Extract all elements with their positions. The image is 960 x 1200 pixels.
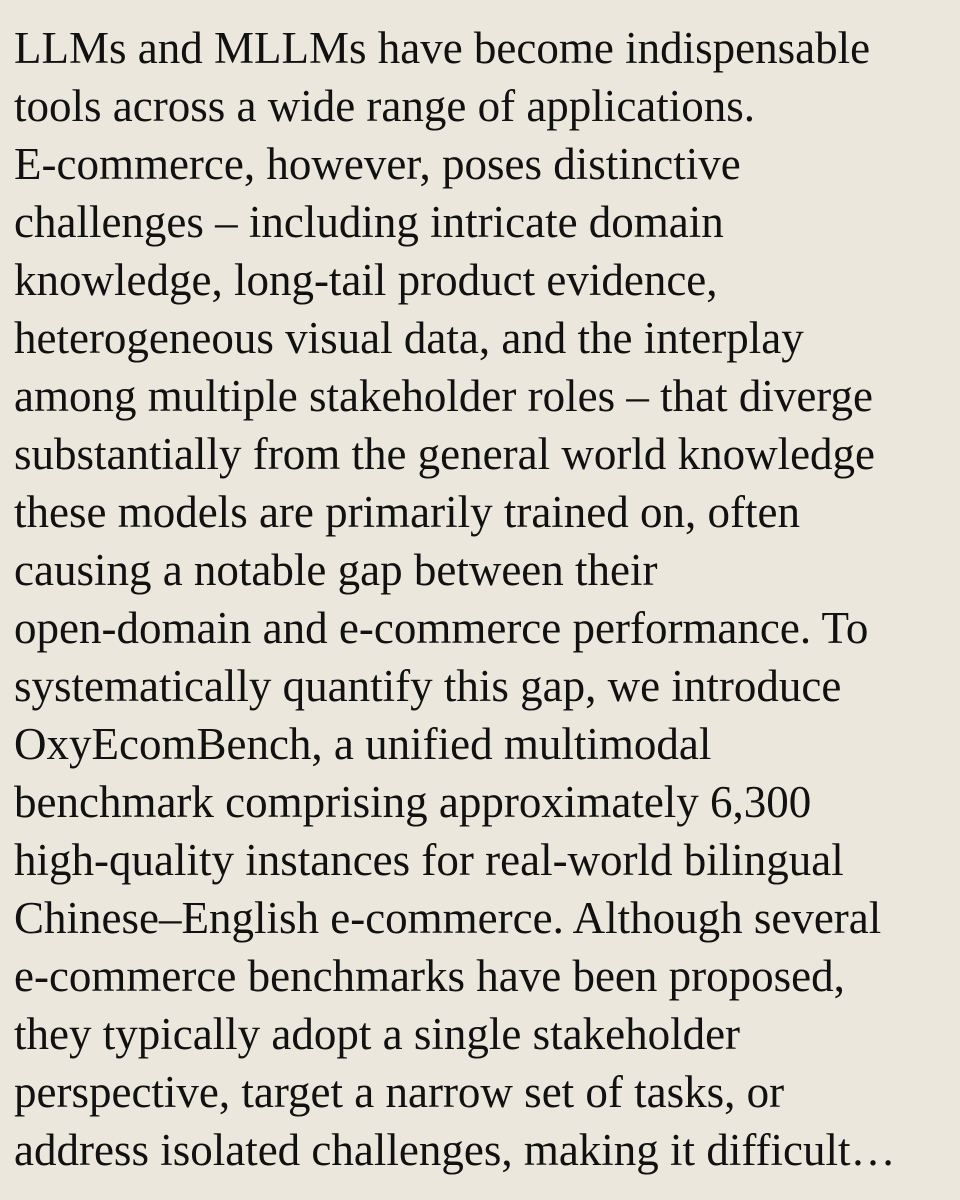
- text-line-6: heterogeneous visual data, and the interplay: [14, 313, 804, 363]
- text-line-19: perspective, target a narrow set of tasks, or: [14, 1067, 785, 1117]
- text-line-12: systematically quantify this gap, we introduce: [14, 661, 842, 711]
- text-line-7: among multiple stakeholder roles – that diverge: [14, 371, 873, 421]
- text-line-5: knowledge, long-tail product evidence,: [14, 255, 718, 305]
- text-line-9: these models are primarily trained on, often: [14, 487, 800, 537]
- text-line-13: OxyEcomBench, a unified multimodal: [14, 719, 712, 769]
- text-line-15: high-quality instances for real-world bilingual: [14, 835, 844, 885]
- text-line-2: tools across a wide range of applications.: [14, 81, 756, 131]
- text-line-4: challenges – including intricate domain: [14, 197, 724, 247]
- text-line-14: benchmark comprising approximately 6,300: [14, 777, 812, 827]
- text-line-18: they typically adopt a single stakeholder: [14, 1009, 741, 1059]
- text-line-1: LLMs and MLLMs have become indispensable: [14, 23, 871, 73]
- text-line-10: causing a notable gap between their: [14, 545, 658, 595]
- text-line-20: address isolated challenges, making it difficult…: [14, 1125, 896, 1175]
- text-line-3: E-commerce, however, poses distinctive: [14, 139, 741, 189]
- text-line-17: e-commerce benchmarks have been proposed,: [14, 951, 845, 1001]
- text-line-11: open-domain and e-commerce performance. To: [14, 603, 869, 653]
- text-line-8: substantially from the general world knowledge: [14, 429, 876, 479]
- text-line-16: Chinese–English e-commerce. Although several: [14, 893, 882, 943]
